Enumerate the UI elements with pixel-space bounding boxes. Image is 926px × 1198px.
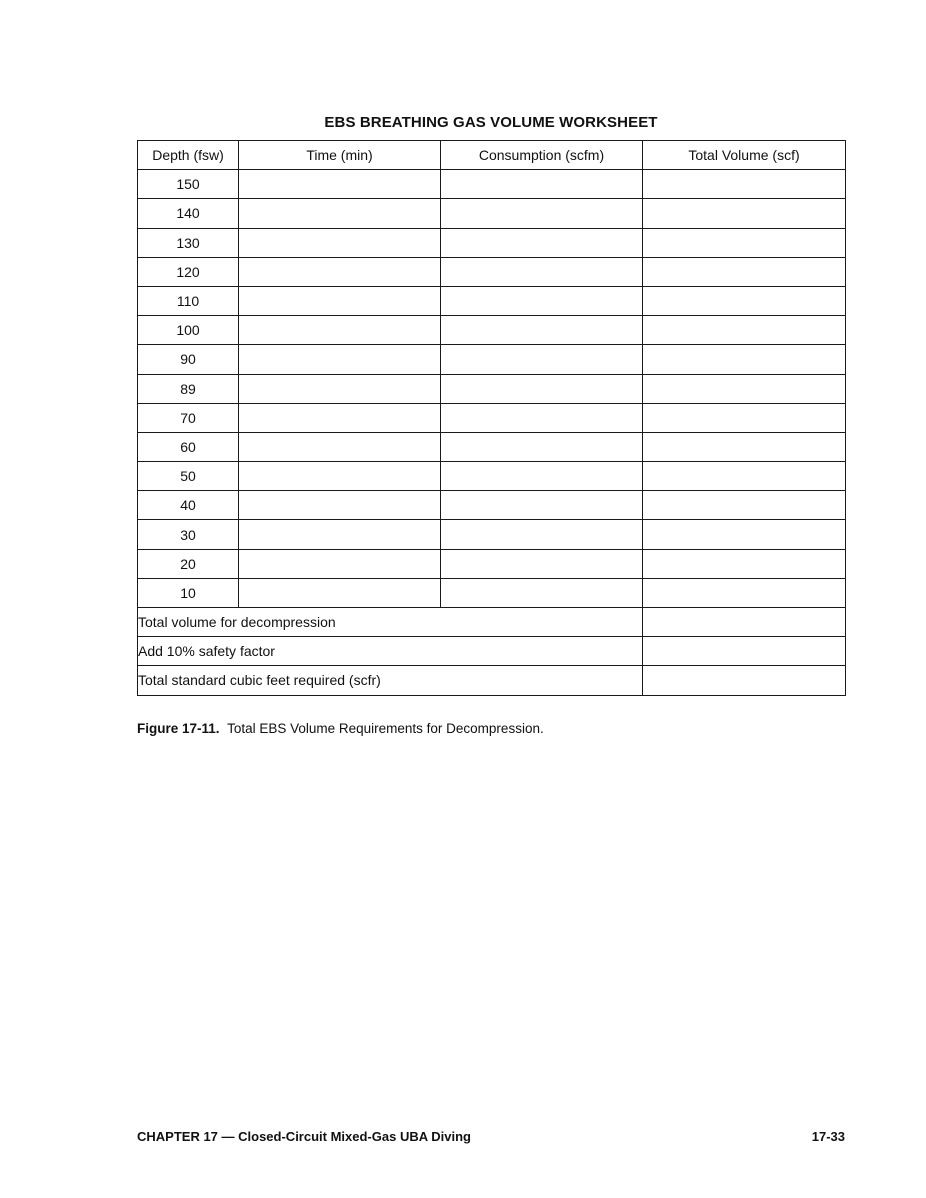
consumption-cell[interactable] (441, 549, 643, 578)
summary-value-cell[interactable] (643, 637, 846, 666)
header-depth: Depth (fsw) (138, 141, 239, 170)
depth-cell: 140 (138, 199, 239, 228)
consumption-cell[interactable] (441, 491, 643, 520)
summary-label: Total volume for decompression (138, 608, 643, 637)
total-volume-cell[interactable] (643, 403, 846, 432)
header-consumption: Consumption (scfm) (441, 141, 643, 170)
worksheet-title: EBS BREATHING GAS VOLUME WORKSHEET (324, 114, 658, 131)
table-row (138, 345, 846, 374)
depth-cell: 150 (138, 170, 239, 199)
table-row (138, 403, 846, 432)
table-row (138, 374, 846, 403)
time-cell[interactable] (239, 374, 441, 403)
total-volume-cell[interactable] (643, 345, 846, 374)
figure-caption (137, 721, 544, 736)
figure-label: Figure 17-11. (137, 721, 220, 736)
time-cell[interactable] (239, 578, 441, 607)
chapter-footer: CHAPTER 17 — Closed-Circuit Mixed-Gas UBA Diving (137, 1129, 471, 1144)
consumption-cell[interactable] (441, 374, 643, 403)
table-row (138, 432, 846, 461)
consumption-cell[interactable] (441, 170, 643, 199)
consumption-cell[interactable] (441, 403, 643, 432)
table-row (138, 170, 846, 199)
summary-row (138, 608, 846, 637)
depth-cell: 120 (138, 257, 239, 286)
total-volume-cell[interactable] (643, 316, 846, 345)
depth-cell: 130 (138, 228, 239, 257)
time-cell[interactable] (239, 316, 441, 345)
total-volume-cell[interactable] (643, 432, 846, 461)
total-volume-cell[interactable] (643, 578, 846, 607)
table-row (138, 316, 846, 345)
depth-cell: 60 (138, 432, 239, 461)
summary-value-cell[interactable] (643, 666, 846, 695)
total-volume-cell[interactable] (643, 462, 846, 491)
consumption-cell[interactable] (441, 257, 643, 286)
summary-label: Total standard cubic feet required (scfr) (138, 666, 643, 695)
table-row (138, 578, 846, 607)
consumption-cell[interactable] (441, 345, 643, 374)
table-row (138, 549, 846, 578)
summary-row (138, 666, 846, 695)
table-row (138, 462, 846, 491)
depth-cell: 70 (138, 403, 239, 432)
time-cell[interactable] (239, 286, 441, 315)
total-volume-cell[interactable] (643, 374, 846, 403)
summary-value-cell[interactable] (643, 608, 846, 637)
header-time: Time (min) (239, 141, 441, 170)
consumption-cell[interactable] (441, 316, 643, 345)
summary-row (138, 637, 846, 666)
total-volume-cell[interactable] (643, 228, 846, 257)
table-row (138, 228, 846, 257)
consumption-cell[interactable] (441, 462, 643, 491)
total-volume-cell[interactable] (643, 549, 846, 578)
time-cell[interactable] (239, 170, 441, 199)
time-cell[interactable] (239, 549, 441, 578)
time-cell[interactable] (239, 432, 441, 461)
time-cell[interactable] (239, 257, 441, 286)
figure-text: Total EBS Volume Requirements for Decompression. (227, 721, 544, 736)
table-row (138, 199, 846, 228)
depth-cell: 20 (138, 549, 239, 578)
depth-cell: 110 (138, 286, 239, 315)
total-volume-cell[interactable] (643, 491, 846, 520)
table-row (138, 520, 846, 549)
depth-cell: 10 (138, 578, 239, 607)
total-volume-cell[interactable] (643, 520, 846, 549)
time-cell[interactable] (239, 228, 441, 257)
depth-cell: 50 (138, 462, 239, 491)
consumption-cell[interactable] (441, 432, 643, 461)
total-volume-cell[interactable] (643, 199, 846, 228)
time-cell[interactable] (239, 520, 441, 549)
consumption-cell[interactable] (441, 199, 643, 228)
consumption-cell[interactable] (441, 520, 643, 549)
page-number: 17-33 (811, 1129, 845, 1144)
time-cell[interactable] (239, 462, 441, 491)
depth-cell: 100 (138, 316, 239, 345)
header-total-volume: Total Volume (scf) (643, 141, 846, 170)
consumption-cell[interactable] (441, 578, 643, 607)
time-cell[interactable] (239, 491, 441, 520)
time-cell[interactable] (239, 403, 441, 432)
depth-cell: 40 (138, 491, 239, 520)
time-cell[interactable] (239, 345, 441, 374)
total-volume-cell[interactable] (643, 170, 846, 199)
summary-label: Add 10% safety factor (138, 637, 643, 666)
consumption-cell[interactable] (441, 228, 643, 257)
table-row (138, 286, 846, 315)
table-row (138, 491, 846, 520)
total-volume-cell[interactable] (643, 257, 846, 286)
time-cell[interactable] (239, 199, 441, 228)
total-volume-cell[interactable] (643, 286, 846, 315)
worksheet-table (137, 140, 846, 696)
header-row (138, 141, 846, 170)
depth-cell: 30 (138, 520, 239, 549)
table-row (138, 257, 846, 286)
depth-cell: 90 (138, 345, 239, 374)
consumption-cell[interactable] (441, 286, 643, 315)
depth-cell: 89 (138, 374, 239, 403)
